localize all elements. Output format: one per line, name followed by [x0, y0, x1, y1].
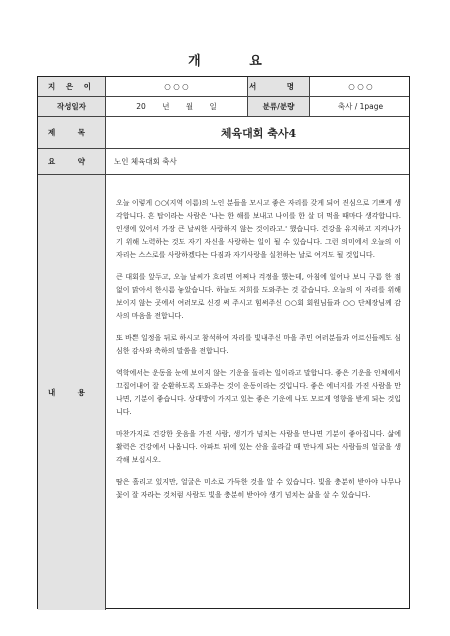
author-value: ○ ○ ○ [106, 77, 248, 96]
page-title: 개 요 [188, 54, 284, 69]
paragraph: 오늘 이렇게 ○○(지역 이름)의 노인 분들을 모시고 좋은 자리를 갖게 되어 진심으로 기쁘게 생각합니다. 흔 탑이라는 사람은 '나는 한 해를 보내고 나이를 한 살 더 먹을 때마다 생각합니다. 인생에 있어서 가장 큰 날씨한 사랑하지 않는 것이라고.' 했습니다. 건강을 유지하고 지켜나가기 위해 노력하는 것도 자기 자신을 사랑하는 일이 될 수 있습니다. 그런 의미에서 오늘의 이 자리는 스스로를 사랑하겠다는 다짐과 자기사랑을 실천하는 날로 여겨도 될 것입니다. [116, 199, 401, 259]
subject-label: 제 목 [38, 117, 106, 148]
content-label: 내 용 [38, 175, 106, 610]
subject-value: 체육대회 축사4 [220, 126, 297, 140]
document-form [37, 76, 410, 609]
sign-value: ○ ○ ○ [348, 82, 373, 91]
paragraph: 큰 대회를 앞두고, 오늘 날씨가 흐리면 어쩌나 걱정을 했는데, 아침에 일어나 보니 구름 한 점 없이 맑아서 한시름 놓았습니다. 하늘도 저희를 도와주는 것 같습니다. 오늘의 이 자리를 위해 보이지 않는 곳에서 여러모로 신경 써 주시고 힘써주신 ○○회 회원님들과 ○○ 단체장님께 감사의 마음을 전합니다. [116, 273, 401, 320]
date-row [38, 97, 409, 117]
date-value: 20 년 월 일 [106, 97, 248, 116]
content-section [38, 175, 409, 610]
subject-row [38, 117, 409, 149]
paragraph: 역학에서는 운동을 눈에 보이지 않는 기운을 돌리는 일이라고 말합니다. 좋은 기운을 인체에서 끄집어내어 잘 순환하도록 도와주는 것이 운동이라는 것입니다. 좋은 에너지를 가진 사람을 만나면, 기분이 좋습니다. 상대방이 가지고 있는 좋은 기운에 나도 모르게 영향을 받게 되는 것입니다. [116, 369, 401, 416]
sign-label: 서 명 [248, 77, 310, 96]
paragraph: 또 바쁜 일정을 뒤로 하시고 참석하여 자리를 빛내주신 마을 주민 여러분들과 어르신들께도 심심한 감사와 축하의 말씀을 전합니다. [116, 334, 401, 355]
date-label: 작성일자 [38, 97, 106, 116]
summary-value: 노인 체육대회 축사 [114, 157, 177, 166]
category-value: 축사 / 1page [337, 102, 384, 111]
content-text [106, 175, 409, 610]
author-row [38, 77, 409, 97]
paragraph: 땀은 흘리고 있지만, 얼굴은 미소로 가득한 것을 알 수 있습니다. 빛을 충분히 받아야 나무나 꽃이 잘 자라는 것처럼 사람도 빛을 충분히 받아야 생기 넘치는 삶을 살 수 있습니다. [116, 478, 401, 499]
paragraph: 마찬가지로 건강한 웃음을 가진 사람, 생기가 넘치는 사람을 만나면 기분이 좋아집니다. 삶에 활력은 건강에서 나옵니다. 아파트 뒤에 있는 산을 올라갈 때 만나게 되는 사람들의 얼굴을 생각해 보십시오. [116, 430, 401, 464]
category-label: 분류/분량 [248, 97, 310, 116]
author-label: 지 은 이 [38, 77, 106, 96]
summary-row [38, 149, 409, 175]
summary-label: 요 약 [38, 149, 106, 174]
